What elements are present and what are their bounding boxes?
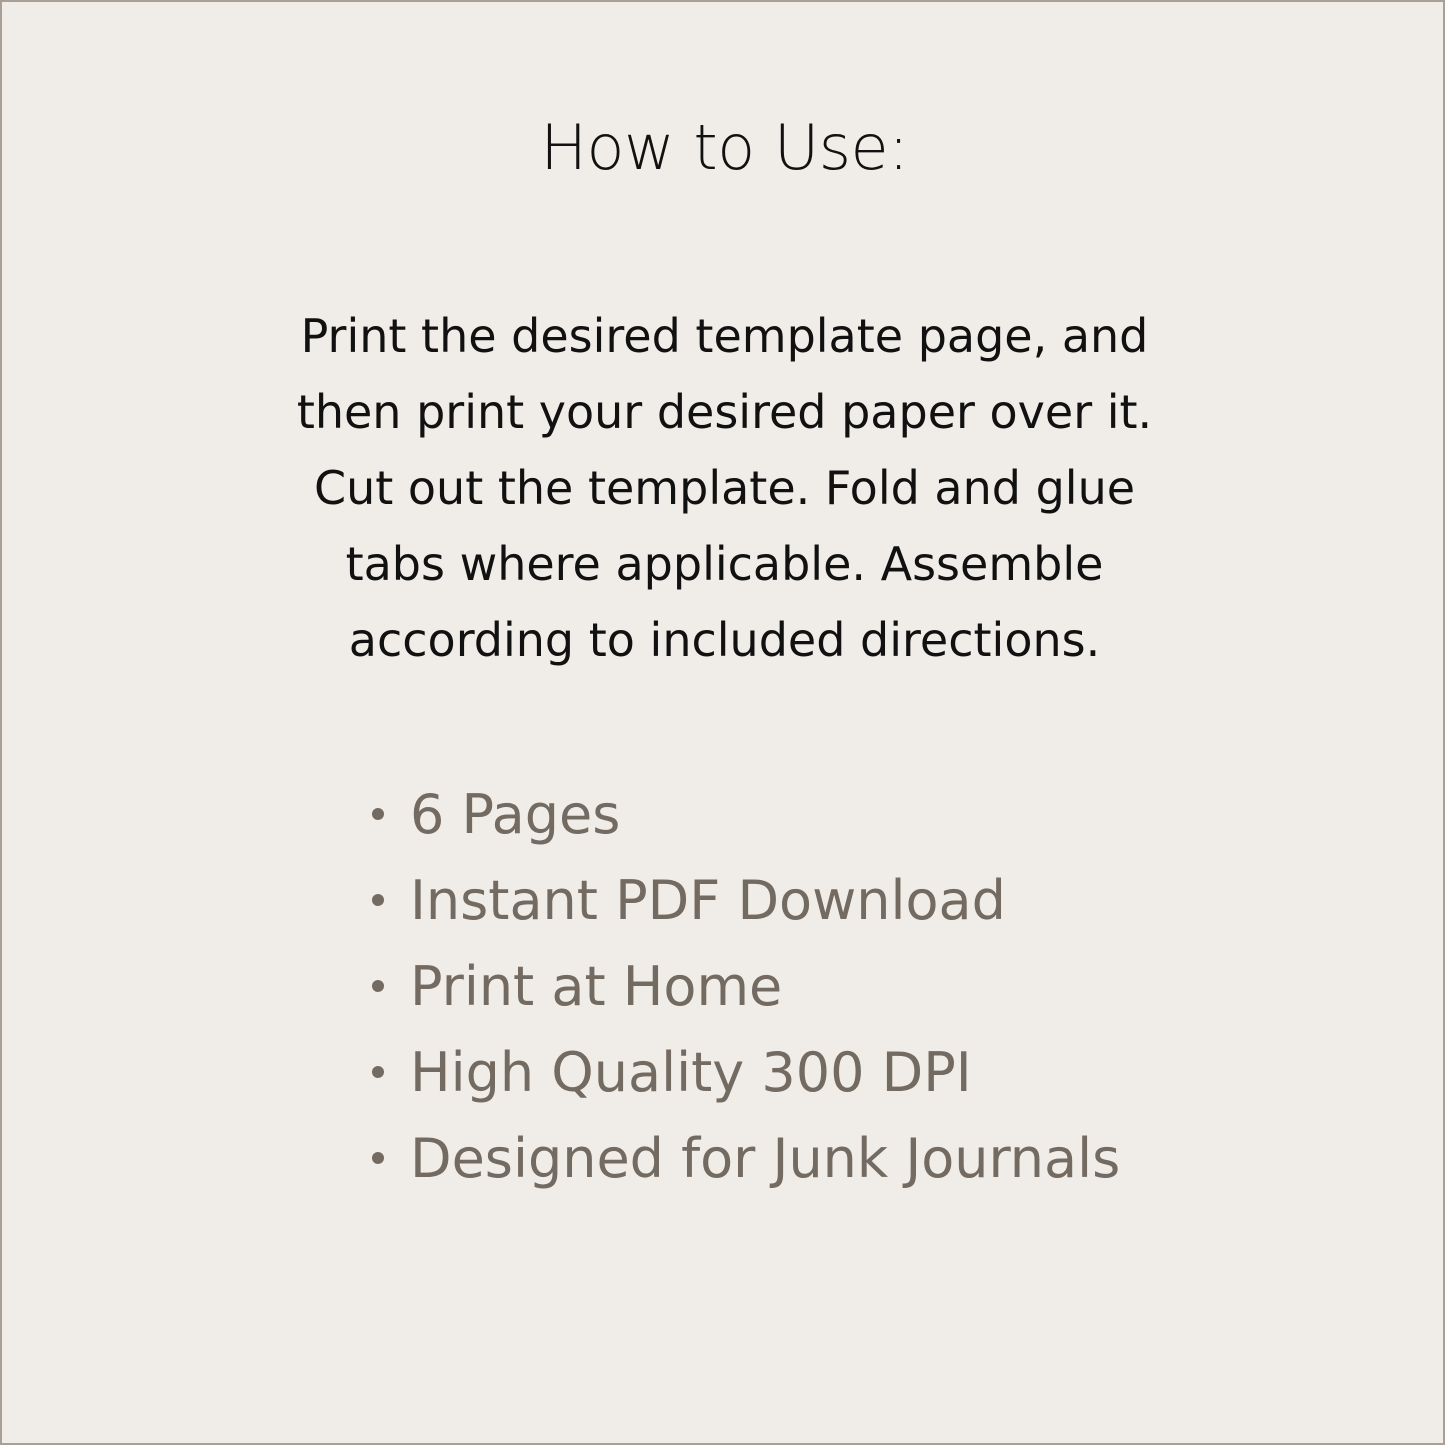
feature-label: Print at Home [410, 955, 783, 1018]
bullet-icon [372, 980, 384, 992]
instructions-line: tabs where applicable. Assemble [345, 537, 1104, 591]
features-list [368, 772, 1120, 1202]
feature-label: Instant PDF Download [410, 869, 1006, 932]
feature-label: High Quality 300 DPI [410, 1041, 972, 1104]
bullet-icon [372, 1066, 384, 1078]
feature-item [368, 1116, 1120, 1202]
instructions-line: then print your desired paper over it. [296, 385, 1153, 439]
feature-item [368, 944, 1120, 1030]
feature-item [368, 1030, 1120, 1116]
bullet-icon [372, 894, 384, 906]
feature-item [368, 772, 1120, 858]
instructions-line: according to included directions. [348, 613, 1101, 667]
bullet-icon [372, 808, 384, 820]
instructions-line: Cut out the template. Fold and glue [313, 461, 1136, 515]
instructions-paragraph [2, 298, 1445, 678]
feature-label: Designed for Junk Journals [410, 1127, 1121, 1190]
instructions-line: Print the desired template page, and [300, 309, 1149, 363]
bullet-icon [372, 1152, 384, 1164]
feature-label: 6 Pages [410, 783, 621, 846]
page-title: How to Use: [540, 111, 909, 184]
feature-item [368, 858, 1120, 944]
